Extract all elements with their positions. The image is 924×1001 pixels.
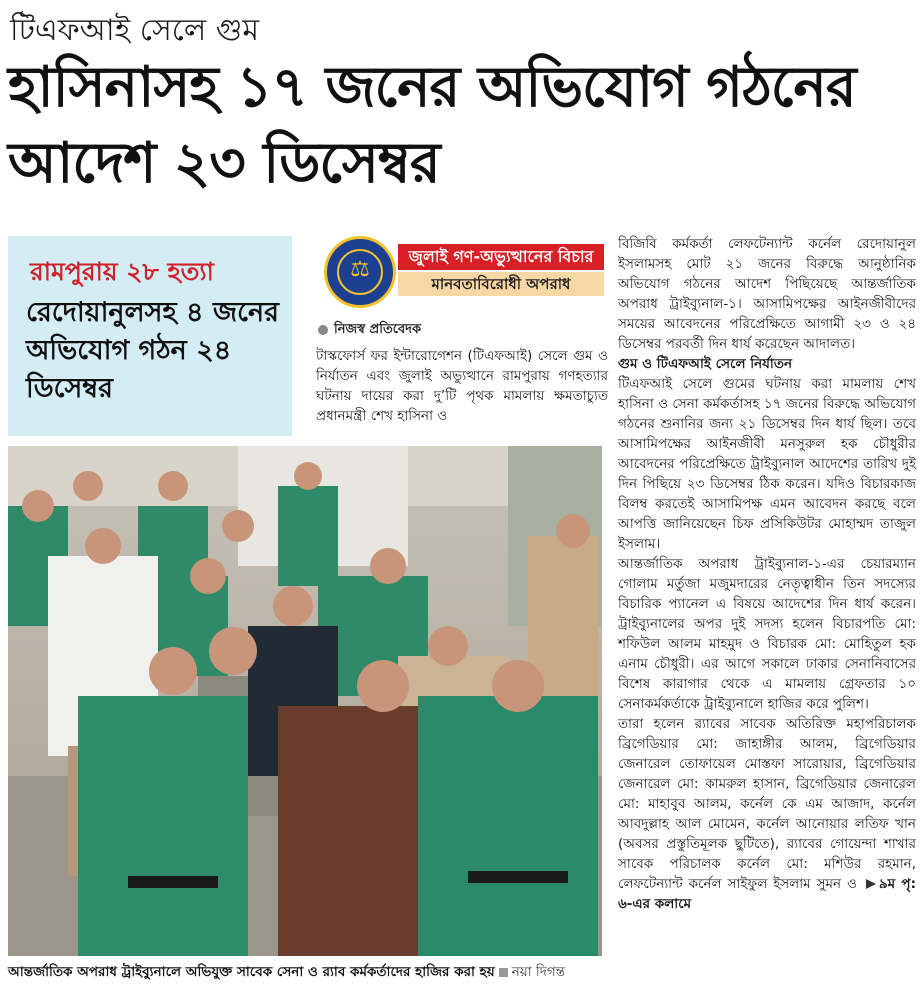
paragraph bbox=[618, 714, 916, 914]
caption-text: আন্তর্জাতিক অপরাধ ট্রাইব্যুনালে অভিযুক্ত সাবেক সেনা ও র‌্যাব কর্মকর্তাদের হাজির করা হয় bbox=[8, 964, 495, 980]
sidebar-red-title: রামপুরায় ২৮ হত্যা bbox=[30, 257, 214, 286]
person-brown-vest bbox=[278, 706, 428, 956]
news-photo bbox=[8, 446, 602, 956]
sidebar-main-heading: রেদোয়ানুলসহ ৪ জনের অভিযোগ গঠন ২৪ ডিসেম্বর bbox=[26, 297, 279, 404]
paragraph: বিজিবি কর্মকর্তা লেফটেন্যান্ট কর্নেল রেদোয়ানুল ইসলামসহ মোট ২১ জনের বিরুদ্ধে আনুষ্ঠানিক অভিযোগ গঠনের আদেশ পিছিয়েছে আন্তর্জাতিক অপরাধ ট্রাইব্যুনাল-১। আসামিপক্ষের আইনজীবীদের সময়ের আবেদনের পরিপ্রেক্ষিতে আগামী ২৩ ও ২৪ ডিসেম্বর পরবর্তী দিন ধার্য করেছেন আদালত। bbox=[618, 236, 916, 352]
topic-sublabel: মানবতাবিরোধী অপরাধ bbox=[398, 272, 604, 296]
guard-green-jacket bbox=[78, 696, 248, 956]
paragraph-text: তারা হলেন র‌্যাবের সাবেক অতিরিক্ত মহাপরিচালক ব্রিগেডিয়ার মো: জাহাঙ্গীর আলম, ব্রিগেডিয়ার জেনারেল তোফায়েল মোস্তফা সারোয়ার, ব্রিগেডিয়ার জেনারেল মো: কামরুল হাসান, ব্রিগেডিয়ার জেনারেল মো: মাহাবুব আলম, কর্নেল কে এম আজাদ, কর্নেল আবদুল্লাহ আল মোমেন, কর্নেল আনোয়ার লতিফ খান (অবসর প্রস্তুতিমূলক ছুটিতে), র‌্যাবের গোয়েন্দা শাখার সাবেক পরিচালক কর্নেল মো: মশিউর রহমান, লেফটেন্যান্ট কর্নেল সাইফুল ইসলাম সুমন ও bbox=[618, 716, 916, 892]
paragraph: আন্তর্জাতিক অপরাধ ট্রাইব্যুনাল-১-এর চেয়ারম্যান গোলাম মর্তুজা মজুমদারের নেতৃত্বাধীন তিন সদস্যের বিচারিক প্যানেল এ বিষয়ে আদেশের দিন ধার্য করেন। ট্রাইব্যুনালের অপর দুই সদস্য হলেন বিচারপতি মো: শফিউল আলম মাহমুদ ও বিচারক মো: মোহিতুল হক এনাম চৌধুরী। এর আগে সকালে ঢাকার সেনানিবাসের বিশেষ কারাগার থেকে এ মামলায় গ্রেফতার ১০ সেনাকর্মকর্তাকে ট্রাইব্যুনালে হাজির করে পুলিশ। bbox=[618, 556, 916, 712]
byline bbox=[318, 320, 421, 341]
arrow-icon bbox=[866, 879, 876, 889]
sidebar-box bbox=[8, 236, 292, 436]
article-column-2: টাস্কফোর্স ফর ইন্টারোগেশন (টিএফআই) সেলে গুম ও নির্যাতন এবং জুলাই অভ্যুত্থানে রামপুরায় গণহত্যার ঘটনায় দায়ের করা দু’টি পৃথক মামলায় ক্ষমতাচ্যুত প্রধানমন্ত্রী শেখ হাসিনা ও bbox=[316, 348, 608, 424]
kicker: টিএফআই সেলে গুম bbox=[10, 13, 260, 48]
bullet-icon bbox=[318, 325, 328, 335]
scales-of-justice-icon: ⚖ bbox=[350, 257, 370, 282]
paragraph: টিএফআই সেলে গুমের ঘটনায় করা মামলায় শেখ হাসিনা ও সেনা কর্মকর্তাসহ ১৭ জনের বিরুদ্ধে অভিযোগ গঠনের শুনানির জন্য ২১ ডিসেম্বর দিন ধার্য ছিল। তবে আসামিপক্ষের আইনজীবী মনসুরুল হক চৌধুরীর আবেদনের পরিপ্রেক্ষিতে ট্রাইব্যুনাল আদেশের তারিখ দুই দিন পিছিয়ে ২৩ ডিসেম্বর ঠিক করেন। যদিও বিচারকাজ বিলম্ব করতেই আসামিপক্ষ এমন আবেদন করছে বলে আপত্তি জানিয়েছেন চিফ প্রসিকিউটর মোহাম্মদ তাজুল ইসলাম। bbox=[618, 376, 916, 552]
tribunal-seal-icon bbox=[324, 236, 396, 308]
officer-green-uniform bbox=[418, 696, 598, 956]
article-column-3 bbox=[618, 234, 916, 914]
photo-source: নয়া দিগন্ত bbox=[511, 964, 566, 980]
topic-label: জুলাই গণ-অভ্যুত্থানের বিচার bbox=[398, 244, 604, 270]
continuation-jump: ৯ম পৃ: ৬-এর কলামে bbox=[618, 876, 916, 912]
headline: হাসিনাসহ ১৭ জনের অভিযোগ গঠনের আদেশ ২৩ ডিসেম্বর bbox=[8, 55, 856, 196]
square-bullet-icon bbox=[499, 968, 508, 977]
photo-caption bbox=[8, 962, 608, 982]
photo-illustration bbox=[8, 446, 602, 956]
subheading: গুম ও টিএফআই সেলে নির্যাতন bbox=[618, 356, 793, 372]
byline-text: নিজস্ব প্রতিবেদক bbox=[334, 322, 422, 337]
